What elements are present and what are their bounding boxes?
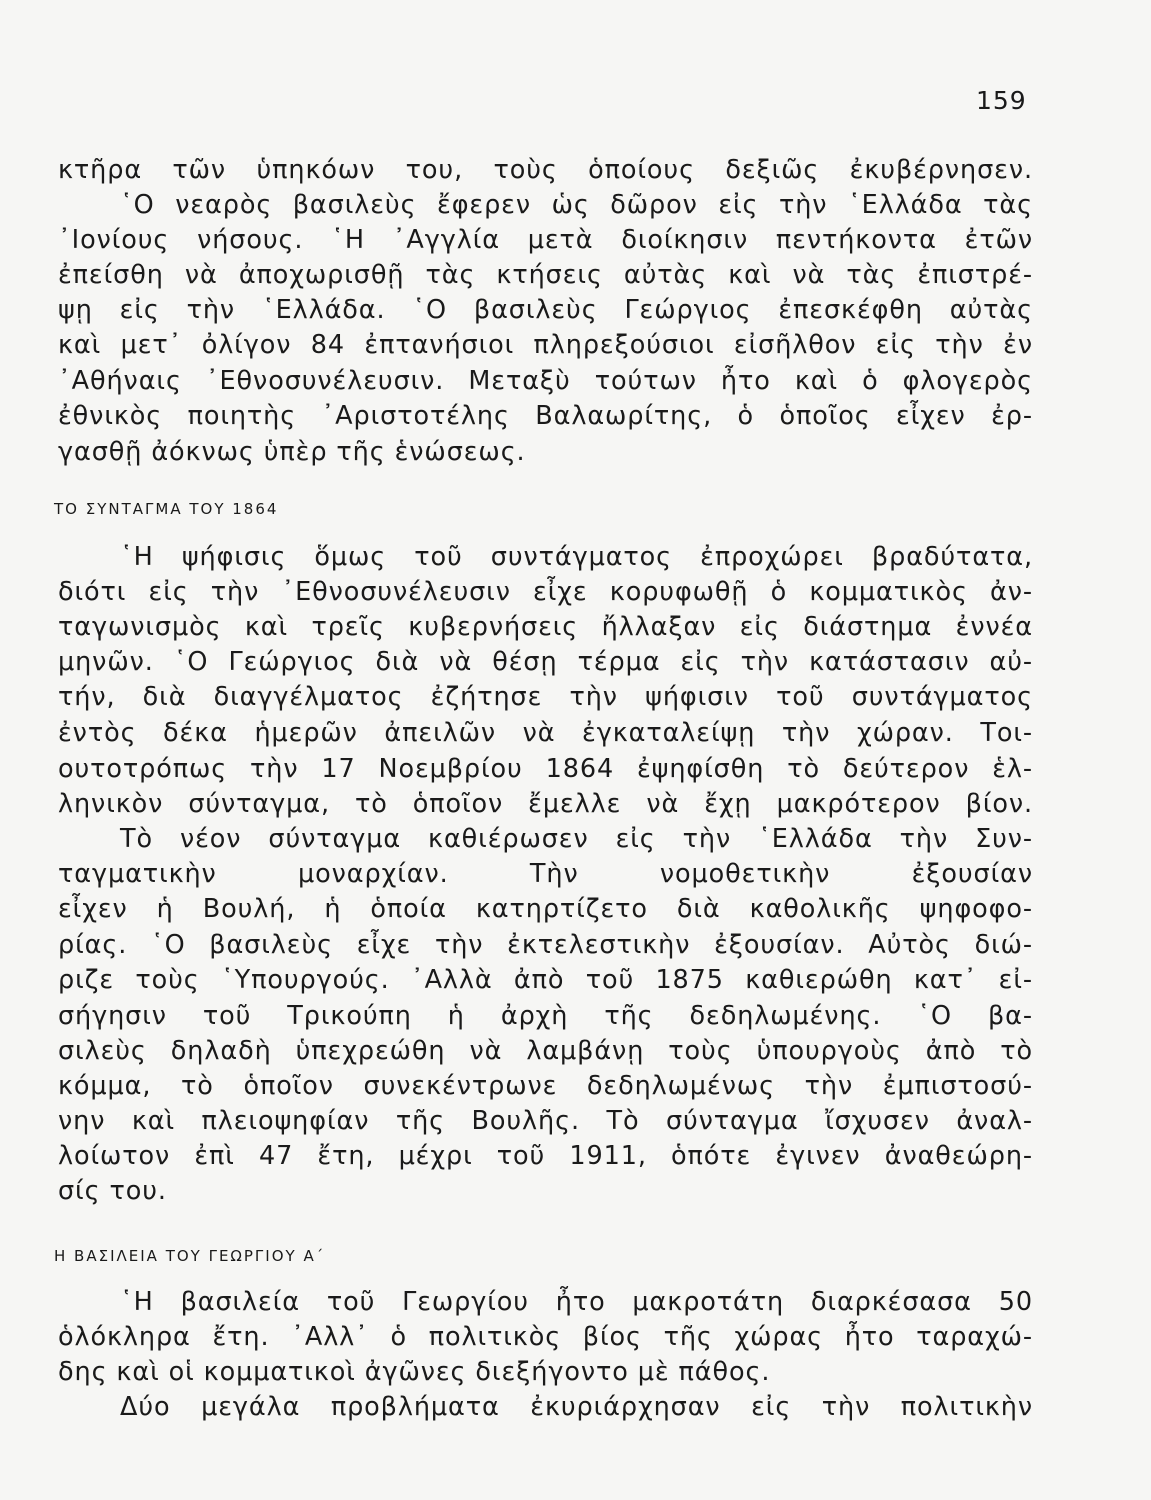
text-line: κτῆρα τῶν ὑπηκόων του, τοὺς ὁποίους δεξιῶς ἐκυβέρνησεν. (58, 155, 1033, 185)
text-line: ριζε τοὺς ῾Υπουργούς. ᾿Αλλὰ ἀπὸ τοῦ 1875 καθιερώθη κατ᾿ εἰ- (58, 965, 1033, 995)
text-line: ἐπείσθη νὰ ἀποχωρισθῇ τὰς κτήσεις αὐτὰς καὶ νὰ τὰς ἐπιστρέ- (58, 260, 1033, 290)
text-line: τήν, διὰ διαγγέλματος ἐζήτησε τὴν ψήφισιν τοῦ συντάγματος (58, 682, 1033, 712)
text-line: Δύο μεγάλα προβλήματα ἐκυριάρχησαν εἰς τὴν πολιτικὴν (120, 1392, 1033, 1422)
text-line: ᾿Ιονίους νήσους. ῾Η ᾿Αγγλία μετὰ διοίκησιν πεντήκοντα ἐτῶν (58, 225, 1033, 255)
text-line: μηνῶν. ῾Ο Γεώργιος διὰ νὰ θέσῃ τέρμα εἰς τὴν κατάστασιν αὐ- (58, 647, 1033, 677)
text-line: ῾Η βασιλεία τοῦ Γεωργίου ἦτο μακροτάτη διαρκέσασα 50 (120, 1287, 1033, 1317)
text-line: εἶχεν ἡ Βουλή, ἡ ὁποία κατηρτίζετο διὰ καθολικῆς ψηφοφο- (58, 894, 1033, 924)
section-heading: ΤΟ ΣΥΝΤΑΓΜΑ ΤΟΥ 1864 (54, 500, 279, 518)
text-line: καὶ μετ᾿ ὀλίγον 84 ἐπτανήσιοι πληρεξούσιοι εἰσῆλθον εἰς τὴν ἐν (58, 330, 1033, 360)
text-line: ταγματικὴν μοναρχίαν. Τὴν νομοθετικὴν ἐξουσίαν (58, 859, 1033, 889)
section-heading: Η ΒΑΣΙΛΕΙΑ ΤΟΥ ΓΕΩΡΓΙΟΥ Α΄ (54, 1247, 326, 1265)
text-line: γασθῇ ἀόκνως ὑπὲρ τῆς ἑνώσεως. (58, 437, 526, 467)
text-line: ῾Ο νεαρὸς βασιλεὺς ἔφερεν ὡς δῶρον εἰς τὴν ῾Ελλάδα τὰς (120, 190, 1033, 220)
text-line: κόμμα, τὸ ὁποῖον συνεκέντρωνε δεδηλωμένως τὴν ἐμπιστοσύ- (58, 1071, 1033, 1101)
text-line: λοίωτον ἐπὶ 47 ἔτη, μέχρι τοῦ 1911, ὁπότε ἐγινεν ἀναθεώρη- (58, 1141, 1033, 1171)
text-line: σήγησιν τοῦ Τρικούπη ἡ ἀρχὴ τῆς δεδηλωμένης. ῾Ο βα- (58, 1001, 1033, 1031)
text-line: ταγωνισμὸς καὶ τρεῖς κυβερνήσεις ἤλλαξαν εἰς διάστημα ἐννέα (58, 612, 1033, 642)
page-number: 159 (976, 86, 1027, 115)
text-line: ρίας. ῾Ο βασιλεὺς εἶχε τὴν ἐκτελεστικὴν ἐξουσίαν. Αὐτὸς διώ- (58, 930, 1033, 960)
text-line: ληνικὸν σύνταγμα, τὸ ὁποῖον ἔμελλε νὰ ἔχῃ μακρότερον βίον. (58, 789, 1033, 819)
text-line: σίς του. (58, 1176, 167, 1206)
text-line: ουτοτρόπως τὴν 17 Νοεμβρίου 1864 ἐψηφίσθη τὸ δεύτερον ἑλ- (58, 754, 1033, 784)
text-line: ἐθνικὸς ποιητὴς ᾿Αριστοτέλης Βαλαωρίτης, ὁ ὁποῖος εἶχεν ἐρ- (58, 401, 1033, 431)
text-line: νην καὶ πλειοψηφίαν τῆς Βουλῆς. Τὸ σύνταγμα ἴσχυσεν ἀναλ- (58, 1106, 1033, 1136)
text-line: ἐντὸς δέκα ἡμερῶν ἀπειλῶν νὰ ἐγκαταλείψῃ τὴν χώραν. Τοι- (58, 718, 1033, 748)
text-line: ὁλόκληρα ἔτη. ᾿Αλλ᾿ ὁ πολιτικὸς βίος τῆς χώρας ἦτο ταραχώ- (58, 1322, 1033, 1352)
text-line: Τὸ νέον σύνταγμα καθιέρωσεν εἰς τὴν ῾Ελλάδα τὴν Συν- (120, 824, 1033, 854)
text-line: ψῃ εἰς τὴν ῾Ελλάδα. ῾Ο βασιλεὺς Γεώργιος ἐπεσκέφθη αὐτὰς (58, 295, 1033, 325)
text-line: σιλεὺς δηλαδὴ ὑπεχρεώθη νὰ λαμβάνῃ τοὺς ὑπουργοὺς ἀπὸ τὸ (58, 1036, 1033, 1066)
text-line: ῾Η ψήφισις ὅμως τοῦ συντάγματος ἐπροχώρει βραδύτατα, (120, 542, 1033, 572)
text-line: διότι εἰς τὴν ᾿Εθνοσυνέλευσιν εἶχε κορυφωθῇ ὁ κομματικὸς ἀν- (58, 577, 1033, 607)
text-line: δης καὶ οἱ κομματικοὶ ἀγῶνες διεξήγοντο μὲ πάθος. (58, 1357, 771, 1387)
text-line: ᾿Αθήναις ᾿Εθνοσυνέλευσιν. Μεταξὺ τούτων ἦτο καὶ ὁ φλογερὸς (58, 366, 1033, 396)
